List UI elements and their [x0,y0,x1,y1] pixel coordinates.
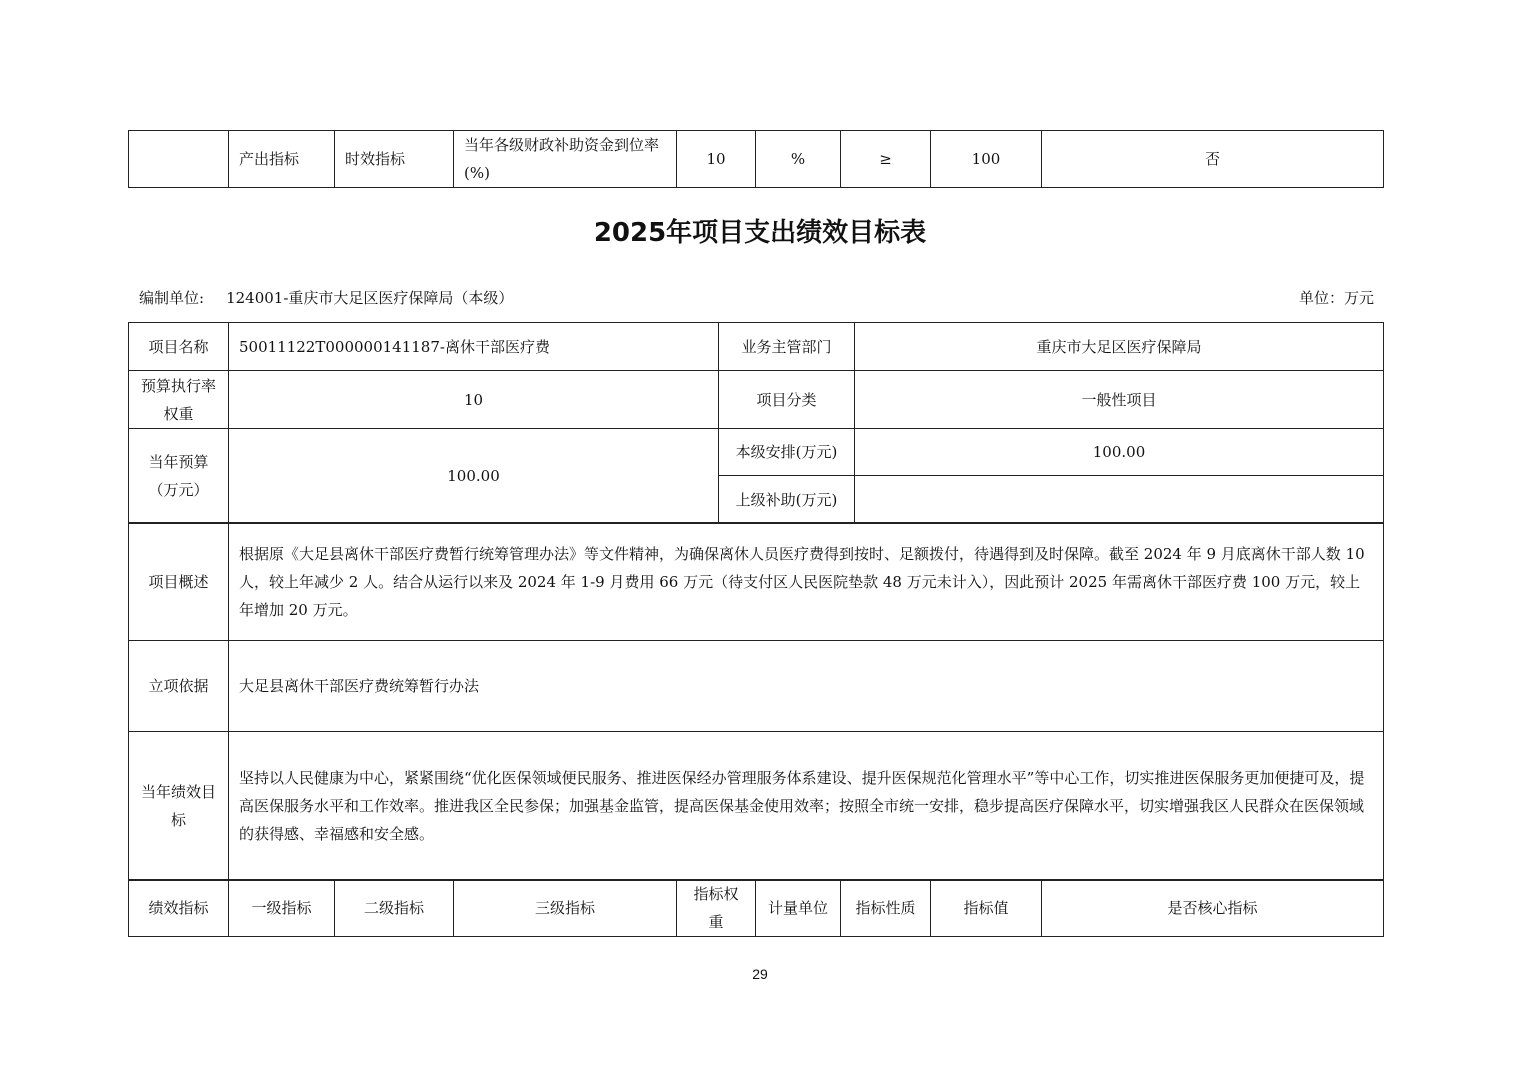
header-is-core: 是否核心指标 [1042,880,1384,937]
header-nature: 指标性质 [841,880,931,937]
previous-indicator-table [128,130,1384,188]
overview-text: 根据原《大足县离休干部医疗费暂行统筹管理办法》等文件精神，为确保离休人员医疗费得到按时、足额拨付，待遇得到及时保障。截至 2024 年 9 月底离休干部人数 10 人，较上年减少 2 人。结合从运行以来及 2024 年 1-9 月费用 66 万元（待支付区人民医院垫款 48 万元未计入），因此预计 2025 年需离休干部医疗费 100 万元，较上年增加 20 万元。 [229,523,1384,641]
empty-cell [129,131,229,188]
indicator-weight: 10 [677,131,756,188]
project-detail-table [128,522,1384,881]
unit-text: 单位：万元 [1298,289,1374,307]
basis-text: 大足县离休干部医疗费统筹暂行办法 [229,641,1384,732]
page-number: 29 [752,966,768,982]
indicator-header-table [128,879,1384,937]
project-table [128,322,1384,524]
project-name-label: 项目名称 [129,323,229,371]
project-name-value: 50011122T000000141187-离休干部医疗费 [229,323,719,371]
local-funding-value: 100.00 [855,429,1384,476]
indicator-value: 100 [931,131,1042,188]
header-value: 指标值 [931,880,1042,937]
weight-value: 10 [229,371,719,429]
goal-label: 当年绩效目标 [129,732,229,881]
dept-value: 重庆市大足区医疗保障局 [855,323,1384,371]
upper-funding-value [855,476,1384,524]
header-first-level: 一级指标 [229,880,335,937]
goal-text: 坚持以人民健康为中心，紧紧围绕“优化医保领域便民服务、推进医保经办管理服务体系建设、提升医保规范化管理水平”等中心工作，切实推进医保服务更加便捷可及，提高医保服务水平和工作效率。推进我区全民参保；加强基金监管，提高医保基金使用效率；按照全市统一安排，稳步提高医疗保障水平，切实增强我区人民群众在医保领域的获得感、幸福感和安全感。 [229,732,1384,881]
header-unit: 计量单位 [756,880,841,937]
indicator-is-core: 否 [1042,131,1384,188]
header-third-level: 三级指标 [454,880,677,937]
weight-label: 预算执行率权重 [129,371,229,429]
local-funding-label: 本级安排(万元) [719,429,855,476]
overview-label: 项目概述 [129,523,229,641]
upper-funding-label: 上级补助(万元) [719,476,855,524]
second-level-indicator: 时效指标 [335,131,454,188]
org-value: 124001-重庆市大足区医疗保障局（本级） [226,289,514,307]
indicator-unit: % [756,131,841,188]
category-label: 项目分类 [719,371,855,429]
header-second-level: 二级指标 [335,880,454,937]
budget-value: 100.00 [229,429,719,524]
third-level-indicator: 当年各级财政补助资金到位率(%) [454,131,677,188]
basis-label: 立项依据 [129,641,229,732]
org-label: 编制单位: [139,289,205,307]
budget-label: 当年预算（万元） [129,429,229,524]
first-level-indicator: 产出指标 [229,131,335,188]
indicator-nature: ≥ [841,131,931,188]
category-value: 一般性项目 [855,371,1384,429]
header-weight: 指标权重 [677,880,756,937]
org-info [139,287,513,308]
dept-label: 业务主管部门 [719,323,855,371]
document-title: 2025年项目支出绩效目标表 [593,218,927,248]
header-indicators: 绩效指标 [129,880,229,937]
